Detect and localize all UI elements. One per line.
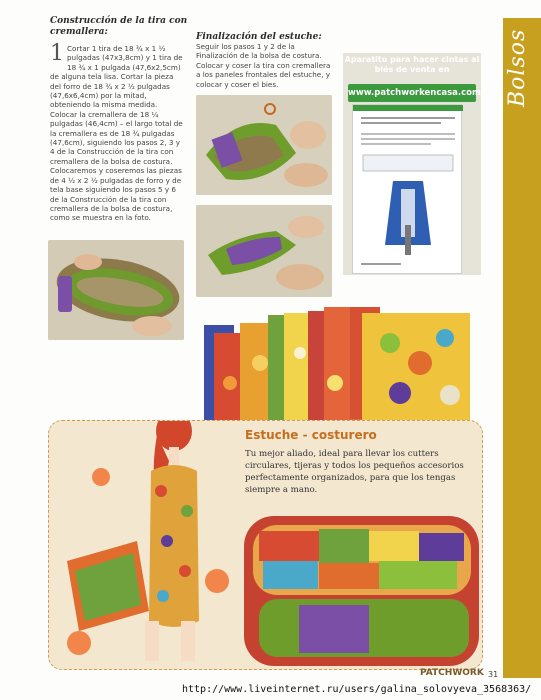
step1-body: Cortar 1 tira de 18 ¾ x 1 ½ pulgadas (47x3,8cm) y 1 tira de 18 ¾ x 1 pulgada (47,6x2,5cm) de alguna tela lisa. Cortar la pieza del forro de 18 ¾ x 2 ½ pulgadas (47,6x6,4cm) por la mitad, obteniendo la misma medida. Colocar la cremallera de 18 ¼ pulgadas (46,4cm) – el largo total de la cremallera es de 18 ¾ pulgadas (47,6cm), siguiendo los pasos 2, 3 y 4 de la Construcción de la tira con cremallera de la bolsa de costura. Colocaremos y coseremos las piezas de 4 ½ x 2 ½ pulgadas de forro y de tela base siguiendo los pasos 5 y 6 de la Construcción de la tira con cremallera de la bolsa de costura, como se muestra en la foto.: [50, 44, 183, 223]
product-description: Tu mejor aliado, ideal para llevar los cutters circulares, tijeras y todos los pequeños accesorios perfectamente organizados, para que los tengas siempre a mano.: [245, 449, 464, 495]
step1-dropcap: 1: [50, 41, 64, 66]
step2-heading: Finalización del estuche:: [196, 32, 322, 42]
watermark-url[interactable]: http://www.liveinternet.ru/users/galina_solovyeva_3568363/: [182, 684, 532, 695]
section-tab: [503, 18, 541, 678]
ad-logo[interactable]: www.patchworkencasa.com: [348, 84, 476, 102]
section-tab-label: Bolsos: [505, 28, 530, 108]
sewing-photo-bottom: [196, 205, 332, 297]
ad-title: Aparatito para hacer cintas al biés de venta en: [344, 55, 480, 74]
fabric-stack-photo: [200, 303, 475, 428]
magazine-brand: PATCHWORK: [420, 668, 484, 678]
page-number: 31: [488, 670, 499, 679]
bias-tape-maker-package: [352, 104, 462, 274]
step2-text: Seguir los pasos 1 y 2 de la Finalización de la bolsa de costura. Colocar y coser la tira con cremallera a los paneles frontales del estuche, y colocar y coser el bies.: [196, 42, 331, 89]
zipper-strip-photo: [48, 240, 184, 340]
step1-text: [50, 41, 185, 223]
product-title: Estuche - costurero: [245, 428, 377, 442]
step1-heading: Construcción de la tira con cremallera:: [50, 16, 188, 37]
sewing-photo-top: [196, 95, 332, 195]
